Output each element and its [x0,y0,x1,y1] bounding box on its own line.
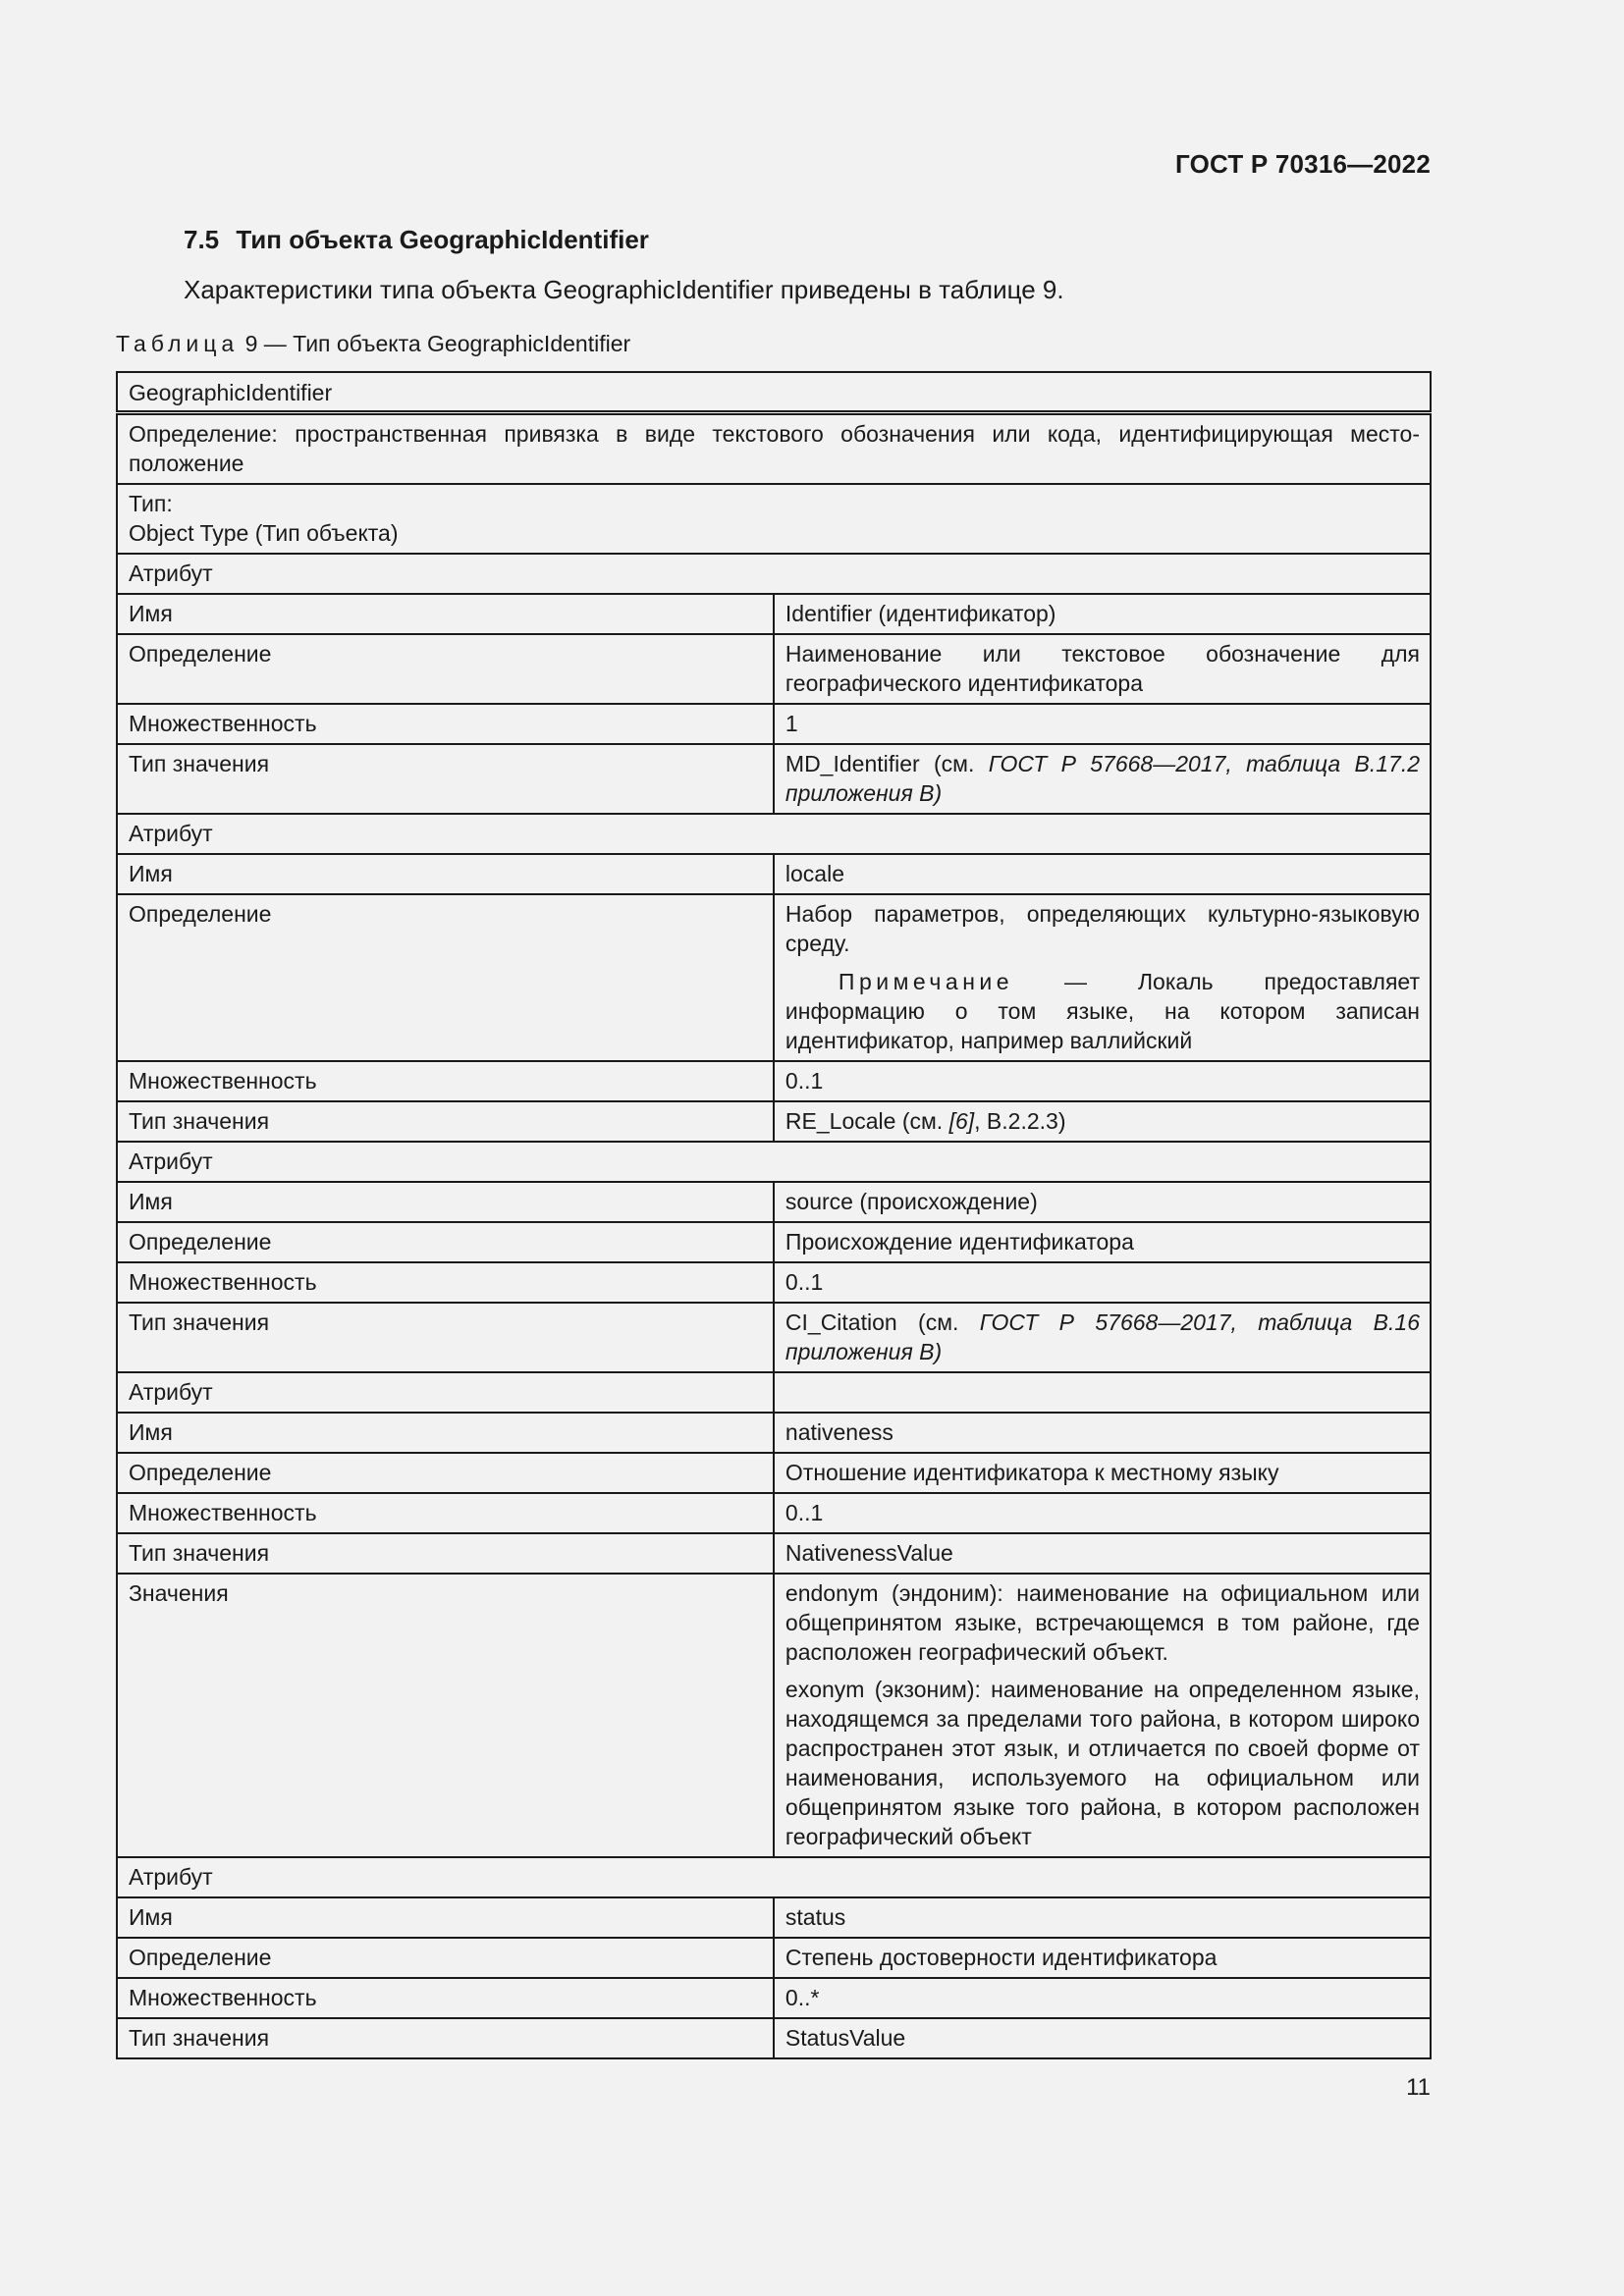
object-type-cell [117,484,1431,554]
table-row [117,1101,1431,1142]
page-number: 11 [1406,2074,1431,2101]
table-row [117,554,1431,594]
table-row [117,1413,1431,1453]
value-type-text: CI_Citation (см. [785,1309,959,1335]
row-value [774,1101,1431,1142]
table-caption-word: Таблица [116,331,240,356]
row-label: Определение [117,1938,774,1978]
row-value [774,744,1431,814]
table-row [117,1372,1431,1413]
object-type-label: Тип: [129,491,173,516]
row-value: locale [774,854,1431,894]
table-row [117,1303,1431,1372]
note-label: Примечание [838,969,1014,994]
row-value: nativeness [774,1413,1431,1453]
row-label: Тип значения [117,1101,774,1142]
row-value: Наименование или текстовое обозначение для географического идентификатора [774,634,1431,704]
table-row [117,704,1431,744]
table-row [117,1978,1431,2018]
attribute-header: Атрибут [117,1142,1431,1182]
row-value: 0..* [774,1978,1431,2018]
table-row [117,1262,1431,1303]
row-value: 0..1 [774,1061,1431,1101]
table-row [117,372,1431,413]
table-row [117,1897,1431,1938]
table-row [117,1222,1431,1262]
object-type-value: Object Type (Тип объекта) [129,520,399,546]
row-label: Имя [117,1897,774,1938]
table-row [117,1142,1431,1182]
empty-cell [774,1372,1431,1413]
note-text: — Локаль предоставляет информацию о том языке, на котором записан идентификатор, например валлийский [785,969,1420,1053]
row-label: Множественность [117,1061,774,1101]
row-label: Тип значения [117,2018,774,2058]
table-row [117,1453,1431,1493]
row-label: Определение [117,634,774,704]
row-label: Определение [117,894,774,1061]
row-label: Имя [117,854,774,894]
row-label: Множественность [117,704,774,744]
row-value: 0..1 [774,1262,1431,1303]
attribute-header: Атрибут [117,1857,1431,1897]
value-type-text-end: , B.2.2.3) [974,1108,1066,1134]
attribute-header: Атрибут [117,554,1431,594]
row-value [774,1574,1431,1857]
table-row [117,1493,1431,1533]
row-value: 0..1 [774,1493,1431,1533]
table-row [117,594,1431,634]
row-label: Множественность [117,1493,774,1533]
row-value: status [774,1897,1431,1938]
row-label: Определение [117,1222,774,1262]
value-type-reference: ГОСТ Р 57668—2017, таблица В.17.2 приложения В) [785,751,1421,806]
attributes-table [116,371,1432,2059]
attribute-header: Атрибут [117,1372,774,1413]
value-type-reference: ГОСТ Р 57668—2017, таблица В.16 приложения В) [785,1309,1420,1364]
row-value: Степень достоверности идентификатора [774,1938,1431,1978]
table-row [117,1182,1431,1222]
table-row [117,413,1431,485]
table-row [117,1574,1431,1857]
object-name-cell: GeographicIdentifier [117,372,1431,413]
row-value [774,894,1431,1061]
row-value: 1 [774,704,1431,744]
table-row [117,484,1431,554]
section-title [184,225,649,255]
table-caption [116,331,630,357]
row-label: Множественность [117,1978,774,2018]
value-type-text: MD_Identifier (см. [785,751,975,776]
value-endonym: endonym (эндоним): наименование на официальном или общепринятом языке, встречающемся в том районе, где расположен географический объект. [785,1580,1420,1665]
row-label: Множественность [117,1262,774,1303]
row-label: Определение [117,1453,774,1493]
definition-text: Набор параметров, определяющих культурно-языковую среду. [785,901,1420,956]
row-label: Тип значения [117,1303,774,1372]
table-caption-text: 9 — Тип объекта GeographicIdentifier [244,331,631,356]
table-row [117,1533,1431,1574]
row-value: Отношение идентификатора к местному языку [774,1453,1431,1493]
table-row [117,1938,1431,1978]
row-label: Тип значения [117,744,774,814]
table-row [117,894,1431,1061]
section-intro: Характеристики типа объекта GeographicIdentifier приведены в таблице 9. [184,275,1064,304]
table-row [117,814,1431,854]
table-row [117,2018,1431,2058]
attribute-header: Атрибут [117,814,1431,854]
table-row [117,1061,1431,1101]
row-label: Тип значения [117,1533,774,1574]
row-label: Имя [117,1413,774,1453]
section-title-text: Тип объекта GeographicIdentifier [236,225,649,254]
value-exonym: exonym (экзоним): наименование на определенном языке, находящемся за пределами того района, в котором широко распространен этот язык, и отличается по своей форме от наименования, используемого на официальном или общепринятом языке того района, в котором расположен географический объект [785,1677,1420,1849]
row-label: Значения [117,1574,774,1857]
table-row [117,1857,1431,1897]
row-label: Имя [117,594,774,634]
row-value: StatusValue [774,2018,1431,2058]
row-label: Имя [117,1182,774,1222]
table-row [117,744,1431,814]
value-type-text: RE_Locale (см. [785,1108,944,1134]
table-row [117,854,1431,894]
row-value: source (происхождение) [774,1182,1431,1222]
standard-code: ГОСТ Р 70316—2022 [1175,149,1431,179]
row-value: Identifier (идентификатор) [774,594,1431,634]
note [785,967,1420,1055]
row-value [774,1303,1431,1372]
section-number: 7.5 [184,225,220,254]
object-definition-cell: Определение: пространственная привязка в виде текстового обозначения или кода, идентифицирующая место-положение [117,413,1431,485]
row-value: NativenessValue [774,1533,1431,1574]
table-row [117,634,1431,704]
value-type-reference: [6] [948,1108,975,1134]
row-value: Происхождение идентификатора [774,1222,1431,1262]
